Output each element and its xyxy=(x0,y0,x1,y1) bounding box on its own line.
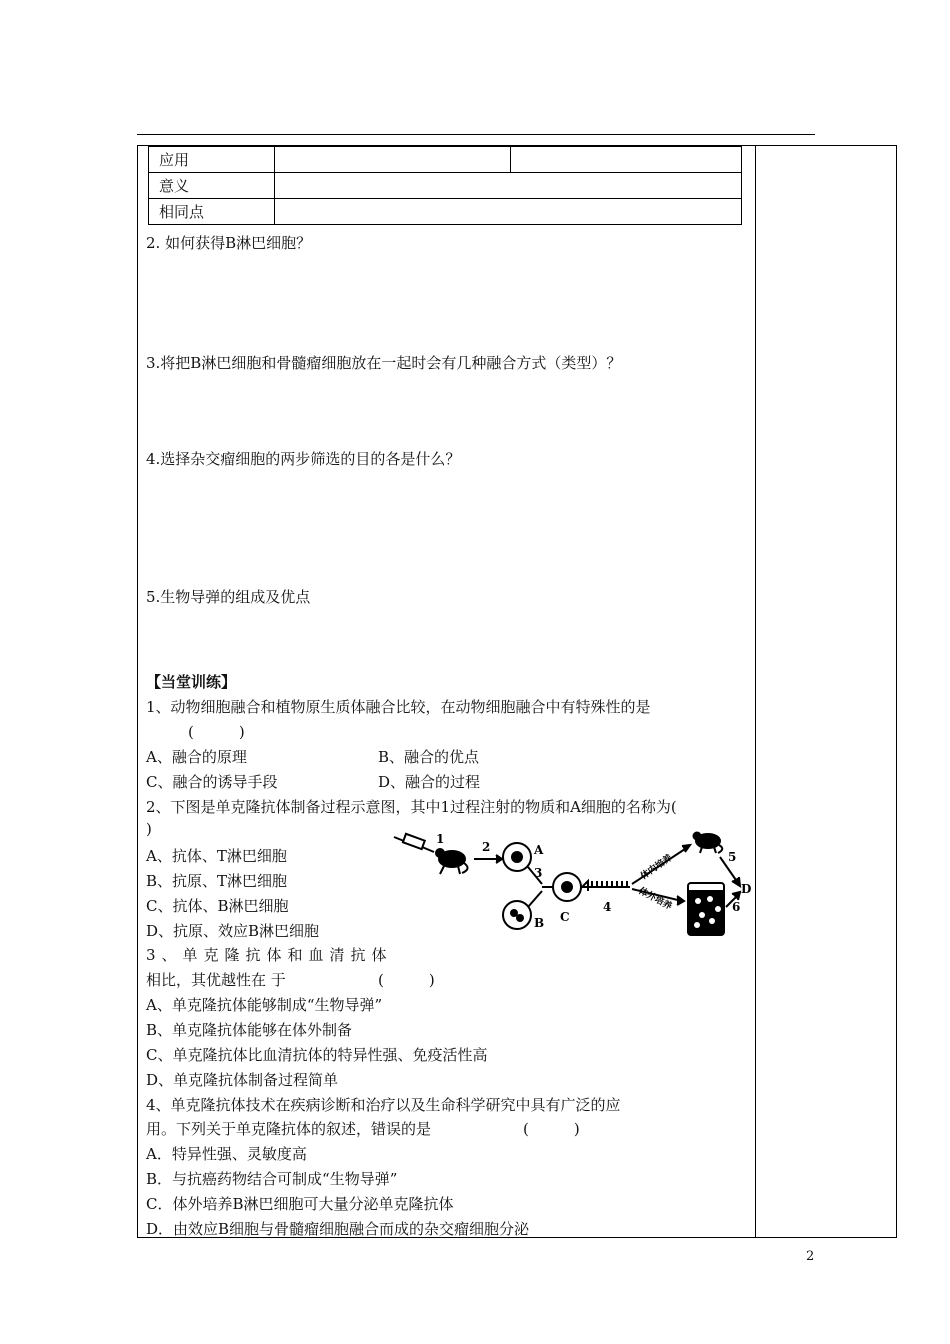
label-cell-a: A xyxy=(534,843,544,857)
notes-column-divider xyxy=(755,146,756,1237)
page-number: 2 xyxy=(806,1249,815,1264)
problem-3-stem-2: 相比，其优越性在 于 xyxy=(146,971,286,989)
label-cell-d: D xyxy=(741,882,752,896)
question-4: 4.选择杂交瘤细胞的两步筛选的目的各是什么？ xyxy=(146,450,461,468)
problem-3-option-b: B、单克隆抗体能够在体外制备 xyxy=(146,1021,353,1039)
label-5: 5 xyxy=(728,850,737,864)
mouse-icon xyxy=(436,849,468,874)
answer-cell[interactable] xyxy=(275,199,742,225)
problem-1-option-a: A、融合的原理 xyxy=(146,748,247,766)
row-label-significance: 意义 xyxy=(149,173,275,199)
label-6: 6 xyxy=(732,900,741,914)
label-cell-b: B xyxy=(534,916,545,930)
table-row xyxy=(149,147,742,173)
problem-1-answer-blank[interactable]: ( ) xyxy=(188,723,245,741)
problem-3-stem-1: 3、单克隆抗体和血清抗体 xyxy=(146,946,393,964)
label-cell-c: C xyxy=(560,910,570,924)
problem-3-option-c: C、单克隆抗体比血清抗体的特异性强、免疫活性高 xyxy=(146,1046,488,1064)
label-in-vivo: 体内培养 xyxy=(639,853,675,882)
worksheet-table xyxy=(137,145,897,1238)
answer-cell[interactable] xyxy=(511,147,742,173)
problem-2-option-a: A、抗体、T淋巴细胞 xyxy=(146,847,287,865)
merge-line-b xyxy=(528,891,542,907)
question-2: 2. 如何获得B淋巴细胞？ xyxy=(146,234,312,252)
training-heading: 【当堂训练】 xyxy=(146,673,237,691)
problem-2-option-c: C、抗体、B淋巴细胞 xyxy=(146,897,289,915)
monoclonal-antibody-diagram xyxy=(392,829,752,949)
label-3: 3 xyxy=(534,866,543,880)
answer-cell[interactable] xyxy=(275,147,511,173)
problem-3-answer-blank[interactable]: ( ) xyxy=(378,971,435,989)
header-rule xyxy=(137,134,815,135)
problem-2-option-d: D、抗原、效应B淋巴细胞 xyxy=(146,922,320,940)
question-3: 3.将把B淋巴细胞和骨髓瘤细胞放在一起时会有几种融合方式（类型）？ xyxy=(146,354,622,372)
table-row xyxy=(149,173,742,199)
problem-4-option-b: B．与抗癌药物结合可制成“生物导弹” xyxy=(146,1170,398,1188)
problem-4-option-c: C．体外培养B淋巴细胞可大量分泌单克隆抗体 xyxy=(146,1195,454,1213)
problem-4-answer-blank[interactable]: ( ) xyxy=(523,1120,580,1138)
row-label-application: 应用 xyxy=(149,147,275,173)
problem-4-stem-1: 4、单克隆抗体技术在疾病诊断和治疗以及生命科学研究中具有广泛的应 xyxy=(146,1096,621,1114)
label-4: 4 xyxy=(603,900,612,914)
problem-4-option-d: D．由效应B细胞与骨髓瘤细胞融合而成的杂交瘤细胞分泌 xyxy=(146,1220,530,1238)
problem-4-stem-2: 用。下列关于单克隆抗体的叙述，错误的是 xyxy=(146,1120,432,1138)
table-row xyxy=(149,199,742,225)
problem-3-option-a: A、单克隆抗体能够制成“生物导弹” xyxy=(146,996,383,1014)
problem-1-option-c: C、融合的诱导手段 xyxy=(146,773,278,791)
answer-cell[interactable] xyxy=(275,173,742,199)
comparison-table xyxy=(148,146,742,225)
problem-2-option-b: B、抗原、T淋巴细胞 xyxy=(146,872,288,890)
question-5: 5.生物导弹的组成及优点 xyxy=(146,588,311,606)
problem-4-option-a: A．特异性强、灵敏度高 xyxy=(146,1145,307,1163)
label-2: 2 xyxy=(482,840,491,854)
problem-2-stem: 2、下图是单克隆抗体制备过程示意图，其中1过程注射的物质和A细胞的名称为( xyxy=(146,798,677,816)
problem-2-stem-end: ) xyxy=(146,820,152,838)
problem-1-stem: 1、动物细胞融合和植物原生质体融合比较，在动物细胞融合中有特殊性的是 xyxy=(146,698,651,716)
problem-1-option-d: D、融合的过程 xyxy=(378,773,481,791)
problem-1-option-b: B、融合的优点 xyxy=(378,748,480,766)
syringe-icon xyxy=(394,834,434,852)
label-in-vitro: 体外培养 xyxy=(636,886,674,913)
problem-3-option-d: D、单克隆抗体制备过程简单 xyxy=(146,1071,339,1089)
row-label-similarities: 相同点 xyxy=(149,199,275,225)
label-1: 1 xyxy=(436,832,445,846)
mouse-icon xyxy=(694,833,723,854)
